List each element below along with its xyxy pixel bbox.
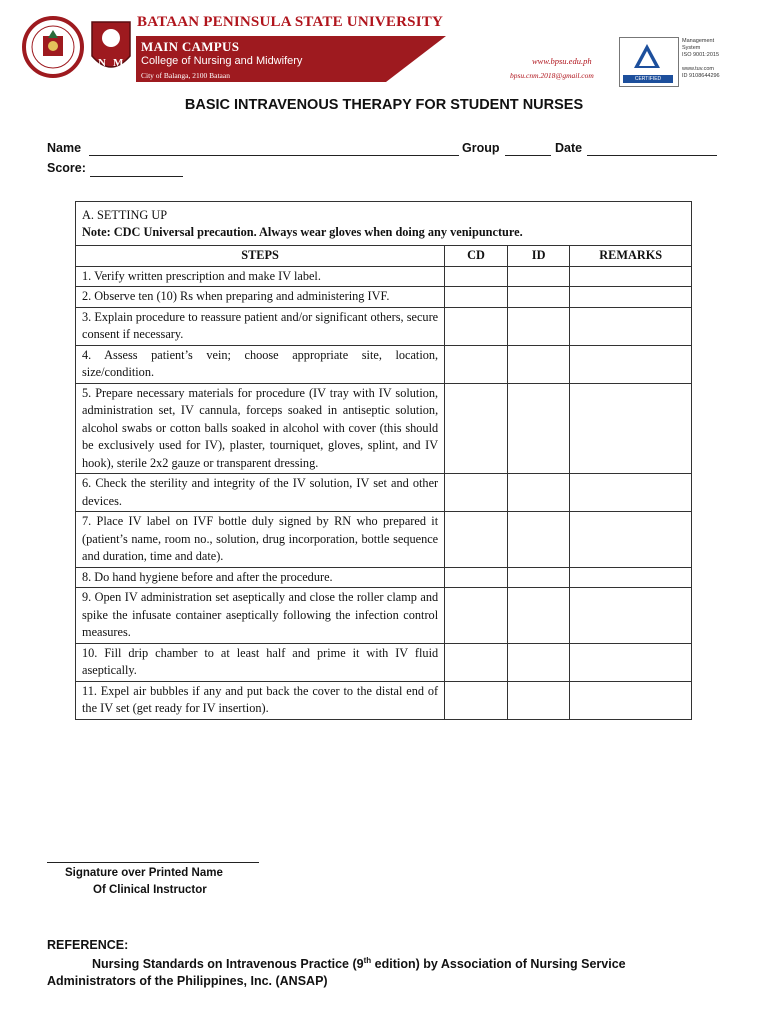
- svg-text:N: N: [98, 57, 106, 69]
- id-cell[interactable]: [507, 567, 570, 588]
- section-title: A. SETTING UP: [82, 208, 168, 222]
- table-row: [76, 287, 692, 308]
- date-label: Date: [555, 141, 583, 155]
- cd-cell[interactable]: [445, 383, 508, 474]
- header-steps: STEPS: [76, 246, 445, 267]
- table-row: [76, 266, 692, 287]
- id-cell[interactable]: [507, 588, 570, 644]
- svg-text:M: M: [113, 57, 124, 69]
- cd-cell[interactable]: [445, 512, 508, 568]
- cd-cell[interactable]: [445, 643, 508, 681]
- section-row: [76, 202, 692, 246]
- id-cell[interactable]: [507, 287, 570, 308]
- campus-address: City of Balanga, 2100 Bataan: [141, 71, 230, 80]
- table-row: [76, 307, 692, 345]
- remarks-cell[interactable]: [570, 345, 692, 383]
- header-remarks: REMARKS: [570, 246, 692, 267]
- step-text: 8. Do hand hygiene before and after the procedure.: [76, 567, 445, 588]
- steps-table: [75, 201, 692, 720]
- table-row: [76, 588, 692, 644]
- group-label: Group: [462, 141, 500, 155]
- remarks-cell[interactable]: [570, 643, 692, 681]
- remarks-cell[interactable]: [570, 474, 692, 512]
- step-text: 1. Verify written prescription and make IV label.: [76, 266, 445, 287]
- id-cell[interactable]: [507, 307, 570, 345]
- signature-line[interactable]: [47, 862, 259, 863]
- remarks-cell[interactable]: [570, 307, 692, 345]
- remarks-cell[interactable]: [570, 567, 692, 588]
- remarks-cell[interactable]: [570, 681, 692, 719]
- table-row: [76, 512, 692, 568]
- id-cell[interactable]: [507, 512, 570, 568]
- name-field[interactable]: [89, 143, 459, 156]
- cd-cell[interactable]: [445, 474, 508, 512]
- cd-cell[interactable]: [445, 345, 508, 383]
- id-cell[interactable]: [507, 643, 570, 681]
- header-id: ID: [507, 246, 570, 267]
- campus-name: MAIN CAMPUS: [141, 39, 240, 54]
- university-name: BATAAN PENINSULA STATE UNIVERSITY: [137, 14, 443, 30]
- remarks-cell[interactable]: [570, 266, 692, 287]
- step-text: 4. Assess patient’s vein; choose appropriate site, location, size/condition.: [76, 345, 445, 383]
- score-label: Score:: [47, 161, 86, 175]
- remarks-cell[interactable]: [570, 383, 692, 474]
- table-row: [76, 345, 692, 383]
- remarks-cell[interactable]: [570, 588, 692, 644]
- table-row: [76, 474, 692, 512]
- id-cell[interactable]: [507, 383, 570, 474]
- cd-cell[interactable]: [445, 266, 508, 287]
- remarks-cell[interactable]: [570, 512, 692, 568]
- step-text: 5. Prepare necessary materials for procedure (IV tray with IV solution, administration set, IV cannula, forceps soaked in antiseptic solution, alcohol swabs or cotton balls soaked in alcohol with cover (this should be exclusively used for IV), plaster, tourniquet, gloves, splint, and IV hook), sterile 2x2 gauze or transparent dressing.: [76, 383, 445, 474]
- score-field[interactable]: [90, 164, 183, 177]
- tuv-triangle-icon: [632, 42, 662, 70]
- id-cell[interactable]: [507, 345, 570, 383]
- college-logo-icon: [88, 16, 134, 82]
- date-field[interactable]: [587, 143, 717, 156]
- remarks-cell[interactable]: [570, 287, 692, 308]
- table-row: [76, 643, 692, 681]
- header-cd: CD: [445, 246, 508, 267]
- id-cell[interactable]: [507, 681, 570, 719]
- step-text: 11. Expel air bubbles if any and put back the cover to the distal end of the IV set (get ready for IV insertion).: [76, 681, 445, 719]
- section-note: Note: CDC Universal precaution. Always wear gloves when doing any venipuncture.: [82, 225, 523, 239]
- college-name: College of Nursing and Midwifery: [141, 55, 303, 67]
- name-label: Name: [47, 141, 82, 155]
- reference-line-1: Nursing Standards on Intravenous Practice (9th edition) by Association of Nursing Service: [92, 956, 626, 972]
- step-text: 6. Check the sterility and integrity of the IV solution, IV set and other devices.: [76, 474, 445, 512]
- cd-cell[interactable]: [445, 307, 508, 345]
- signature-role: Of Clinical Instructor: [93, 884, 207, 896]
- university-seal-icon: [22, 8, 84, 86]
- table-row: [76, 383, 692, 474]
- cert-label: CERTIFIED: [623, 75, 673, 83]
- cd-cell[interactable]: [445, 567, 508, 588]
- step-text: 3. Explain procedure to reassure patient and/or significant others, secure consent if necessary.: [76, 307, 445, 345]
- signature-caption: Signature over Printed Name: [65, 867, 223, 879]
- id-cell[interactable]: [507, 266, 570, 287]
- table-row: [76, 681, 692, 719]
- table-header-row: [76, 246, 692, 267]
- step-text: 2. Observe ten (10) Rs when preparing and administering IVF.: [76, 287, 445, 308]
- group-field[interactable]: [505, 143, 551, 156]
- cd-cell[interactable]: [445, 287, 508, 308]
- email-link[interactable]: bpsu.cnm.2018@gmail.com: [510, 71, 594, 80]
- cd-cell[interactable]: [445, 588, 508, 644]
- cd-cell[interactable]: [445, 681, 508, 719]
- document-title: BASIC INTRAVENOUS THERAPY FOR STUDENT NURSES: [184, 97, 584, 113]
- management-system-text: Management System ISO 9001:2015 www.tuv.com ID 9108644296: [682, 38, 720, 79]
- step-text: 10. Fill drip chamber to at least half and prime it with IV fluid aseptically.: [76, 643, 445, 681]
- reference-heading: REFERENCE:: [47, 938, 129, 952]
- reference-line-2: Administrators of the Philippines, Inc. (ANSAP): [47, 974, 328, 988]
- step-text: 9. Open IV administration set aseptically and close the roller clamp and spike the infusate container aseptically following the infection control measures.: [76, 588, 445, 644]
- table-row: [76, 567, 692, 588]
- website-link[interactable]: www.bpsu.edu.ph: [532, 56, 592, 66]
- step-text: 7. Place IV label on IVF bottle duly signed by RN who prepared it (patient’s name, room no., solution, drug incorporation, bottle sequence and duration, time and date).: [76, 512, 445, 568]
- id-cell[interactable]: [507, 474, 570, 512]
